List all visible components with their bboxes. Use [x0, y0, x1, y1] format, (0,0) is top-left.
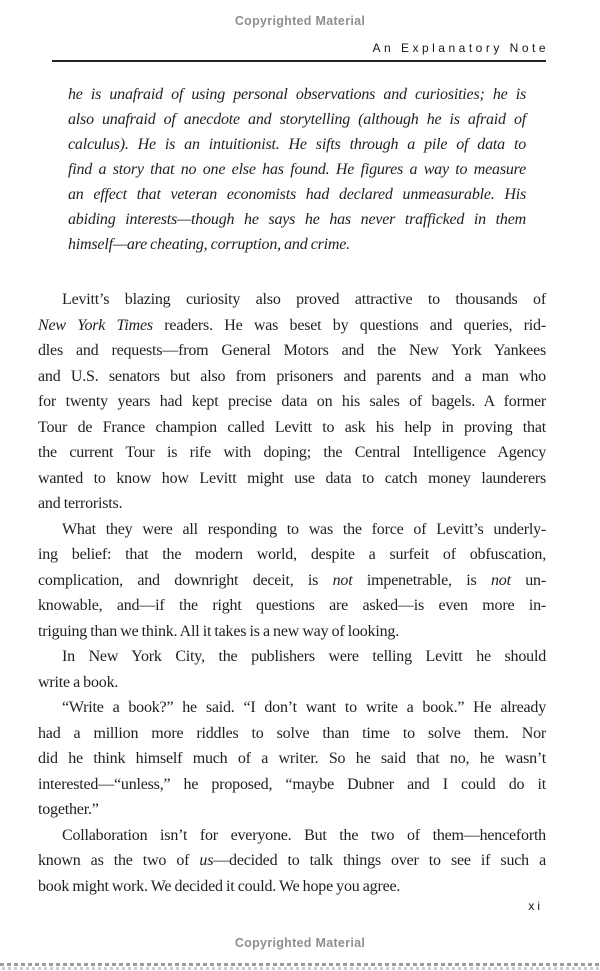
text-segment: Tour de France champion called Levitt to ask his help in proving that — [38, 418, 546, 436]
text-segment: an effect that veteran economists had declared unmeasurable. His — [68, 186, 526, 203]
text-line — [38, 491, 546, 517]
text-line — [38, 721, 546, 747]
text-segment: he is unafraid of using personal observations and curiosities; he is — [68, 86, 526, 103]
text-line — [38, 364, 546, 390]
text-segment: the current Tour is rife with doping; the Central Intelligence Agency — [38, 444, 546, 461]
text-segment: known as the two of — [38, 852, 200, 869]
text-segment: “Write a book?” he said. “I don’t want to write a book.” He already — [62, 699, 546, 716]
text-line — [38, 746, 546, 772]
text-line — [38, 568, 546, 594]
text-segment: In New York City, the publishers were telling Levitt he should — [62, 648, 546, 665]
header-rule — [52, 60, 546, 62]
epigraph-block — [68, 82, 526, 257]
epigraph-line — [68, 232, 526, 257]
text-line — [38, 593, 546, 619]
paragraph — [38, 695, 546, 823]
text-line — [38, 823, 546, 849]
text-line — [38, 313, 546, 339]
text-segment: knowable, and—if the right questions are asked—is even more in- — [38, 597, 546, 614]
text-segment: wanted to know how Levitt might use data to catch money launderers — [38, 469, 546, 487]
text-segment: —decided to talk things over to see if such a — [213, 852, 546, 869]
text-segment: had a million more riddles to solve than time to solve them. Nor — [38, 724, 546, 742]
paragraph — [38, 823, 546, 900]
paragraph — [38, 287, 546, 517]
text-line — [38, 797, 546, 823]
italic-text-segment: not — [490, 571, 511, 589]
text-segment: book might work. We decided it could. We hope you agree. — [38, 877, 401, 895]
copyright-notice-top: Copyrighted Material — [234, 14, 366, 28]
epigraph-line — [68, 157, 526, 182]
text-line — [38, 287, 546, 313]
text-segment: himself—are cheating, corruption, and crime. — [68, 236, 350, 253]
text-segment: interested—“unless,” he proposed, “maybe Dubner and I could do it — [38, 775, 546, 793]
text-line — [38, 772, 546, 798]
text-segment: ing belief: that the modern world, despite a surfeit of obfuscation, — [38, 546, 546, 563]
paragraph — [38, 517, 546, 645]
body-text — [38, 287, 546, 899]
text-segment: triguing than we think. All it takes is a new way of looking. — [38, 622, 399, 640]
text-segment: calculus). He is an intuitionist. He sifts through a pile of data to — [68, 136, 526, 153]
text-segment: Collaboration isn’t for everyone. But the two of them—henceforth — [62, 826, 546, 844]
text-line — [38, 848, 546, 874]
text-line — [38, 466, 546, 492]
text-segment: and terrorists. — [38, 495, 123, 512]
text-segment: and U.S. senators but also from prisoners and parents and a man who — [38, 367, 546, 385]
text-line — [38, 644, 546, 670]
text-segment: for twenty years had kept precise data on his sales of bagels. A former — [38, 393, 546, 410]
text-line — [38, 389, 546, 415]
copyright-notice-bottom: Copyrighted Material — [234, 936, 366, 950]
text-line — [38, 517, 546, 543]
text-line — [38, 695, 546, 721]
text-line — [38, 415, 546, 441]
text-line — [38, 440, 546, 466]
text-line — [38, 338, 546, 364]
italic-text-segment: us — [199, 852, 214, 869]
epigraph-line — [68, 182, 526, 207]
text-segment: find a story that no one else has found. He figures a way to measure — [68, 161, 526, 178]
epigraph-line — [68, 132, 526, 157]
epigraph-line — [68, 207, 526, 232]
epigraph-line — [68, 82, 526, 107]
text-segment: together.” — [38, 801, 99, 818]
epigraph-line — [68, 107, 526, 132]
text-line — [38, 542, 546, 568]
text-segment: complication, and downright deceit, is — [38, 571, 333, 589]
text-segment: Levitt’s blazing curiosity also proved attractive to thousands of — [62, 291, 546, 308]
text-line — [38, 874, 546, 900]
text-line — [38, 670, 546, 696]
text-segment: dles and requests—from General Motors and the New York Yankees — [38, 342, 546, 359]
text-segment: un- — [510, 571, 546, 589]
text-segment: impenetrable, is — [352, 571, 491, 589]
text-segment: What they were all responding to was the force of Levitt’s underly- — [62, 520, 546, 538]
text-segment: did he think himself much of a writer. So he said that no, he wasn’t — [38, 750, 546, 767]
text-segment: abiding interests—though he says he has never trafficked in them — [68, 211, 526, 228]
paragraph — [38, 644, 546, 695]
italic-text-segment: not — [332, 571, 353, 589]
running-header-title: An Explanatory Note — [372, 41, 549, 55]
page-number: xi — [528, 899, 543, 913]
text-segment: also unafraid of anecdote and storytelling (although he is afraid of — [68, 111, 526, 128]
text-segment: readers. He was beset by questions and queries, rid- — [152, 316, 546, 334]
italic-text-segment: New York Times — [38, 316, 153, 334]
text-segment: write a book. — [38, 673, 119, 691]
text-line — [38, 619, 546, 645]
page-edge-texture — [0, 963, 600, 970]
